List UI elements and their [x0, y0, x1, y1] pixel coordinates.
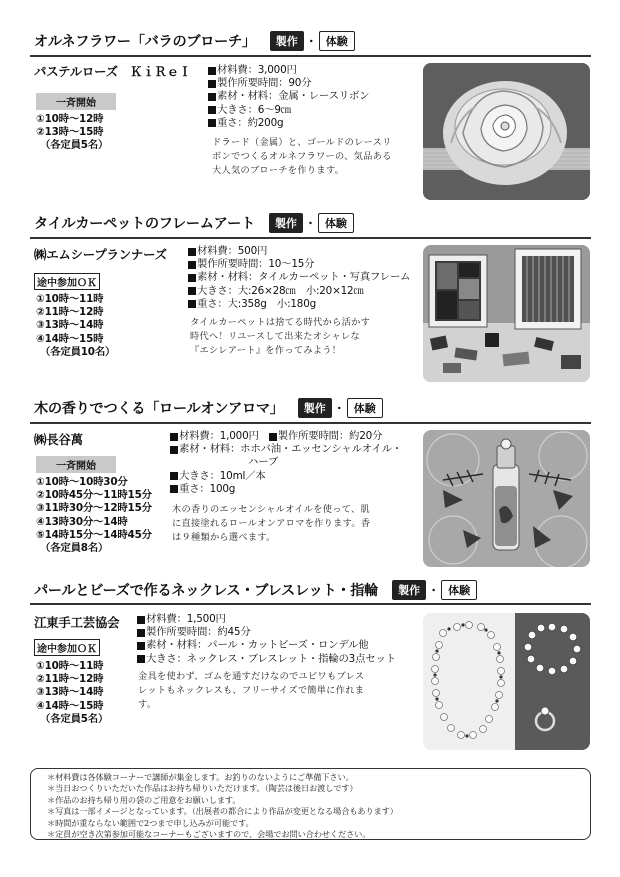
- note-line: ＊定員が空き次第参加可能なコーナーもございますので、会場でお問い合わせください。: [47, 829, 371, 840]
- tag-experience: 体験: [318, 213, 354, 233]
- time-slots: [36, 293, 115, 359]
- organizer-name: ㈱エムシープランナーズ: [34, 247, 167, 262]
- organizer-name: 江東手工芸協会: [34, 615, 120, 630]
- description-line: す。: [138, 699, 157, 710]
- tag-make: 製作: [270, 31, 304, 51]
- detail-item: 材料費：3,000円: [217, 64, 297, 76]
- aroma-photo: [423, 430, 590, 567]
- detail-item: 重さ：大:358g 小:180g: [197, 297, 317, 310]
- join-anytime-badge: 途中参加ＯＫ: [34, 273, 100, 290]
- tag-experience: 体験: [347, 398, 383, 418]
- description: [212, 136, 392, 178]
- section-title: [34, 579, 477, 601]
- organizer-name: パステルローズ ＫｉＲｅＩ: [34, 64, 191, 79]
- time-slot: ②11時～12時: [36, 673, 104, 686]
- time-slots: [36, 476, 152, 555]
- detail-item: 材料費：1,500円: [146, 613, 226, 625]
- bullet-square-icon: [137, 616, 145, 624]
- time-slots: [36, 660, 108, 726]
- time-slot: ④14時～15時: [36, 332, 104, 345]
- bullet-square-icon: [137, 642, 145, 650]
- section-title: [34, 212, 354, 234]
- description: [172, 503, 370, 545]
- section-rule: [30, 422, 591, 424]
- note-line: ＊当日おつくりいただいた作品はお持ち帰りいただけます。（陶芸は後日お渡しです）: [47, 783, 358, 794]
- detail-item: 製作所要時間：10～15分: [197, 258, 315, 271]
- start-badge: 一斉開始: [36, 456, 116, 473]
- detail-item-continued: ハーブ: [248, 456, 279, 469]
- time-slot: ①10時～11時: [36, 293, 104, 305]
- details-list: [170, 430, 402, 496]
- capacity: （各定員10名）: [40, 345, 116, 358]
- time-slot: ②11時～12時: [36, 306, 104, 319]
- detail-item: 重さ：100g: [179, 482, 236, 495]
- bullet-square-icon: [269, 433, 277, 441]
- description-line: 『エシレアート』を作ってみよう！: [190, 345, 342, 356]
- description-line: タイルカーペットは捨てる時代から活かす: [190, 317, 371, 328]
- detail-item: 大きさ：大:26×28㎝ 小:20×12㎝: [197, 284, 364, 297]
- note-line: ＊材料費は各体験コーナーで講師が集金します。お釣りのないようにご準備下さい。: [47, 772, 354, 782]
- details-list: [188, 245, 410, 311]
- time-slots: [36, 113, 108, 153]
- detail-item: 製作所要時間：約45分: [146, 626, 251, 639]
- description-line: ボンでつくるオルネフラワーの、気品ある: [212, 151, 392, 162]
- bullet-square-icon: [208, 93, 216, 101]
- description-line: ドラード（金属）と、ゴールドのレースリ: [212, 137, 392, 148]
- time-slot: ①10時～12時: [36, 113, 104, 125]
- note-line: ＊写真は一部イメージとなっています。（出展者の都合により作品が変更となる場合もあります）: [47, 806, 398, 817]
- tag-make: 製作: [269, 213, 303, 233]
- bullet-square-icon: [170, 485, 178, 493]
- tag-make: 製作: [298, 398, 332, 418]
- section-title: [34, 30, 355, 52]
- detail-item: 素材・材料：パール・カットビーズ・ロンデル他: [146, 639, 369, 652]
- capacity: （各定員5名）: [40, 139, 109, 152]
- bullet-square-icon: [137, 655, 145, 663]
- detail-item: 大きさ：ネックレス・ブレスレット・指輪の3点セット: [146, 652, 396, 665]
- bullet-square-icon: [188, 248, 196, 256]
- tag-separator: ・: [428, 584, 440, 597]
- detail-item: 素材・材料：ホホバ油・エッセンシャルオイル・: [179, 443, 402, 456]
- section-title-text: オルネフラワー「バラのブローチ」: [34, 34, 256, 50]
- section-title: [34, 397, 383, 419]
- time-slot: ③11時30分～12時15分: [36, 502, 152, 515]
- notes-box: [30, 768, 591, 840]
- description-line: は９種類から選べます。: [172, 532, 276, 543]
- note-line: ＊時間が重ならない範囲で2つまで申し込みが可能です。: [47, 817, 254, 828]
- time-slot: ⑤14時15分～14時45分: [36, 528, 152, 541]
- bullet-square-icon: [208, 119, 216, 127]
- tag-separator: ・: [305, 35, 317, 48]
- detail-item: 素材・材料：金属・レースリボン: [217, 90, 370, 103]
- time-slot: ③13時～14時: [36, 319, 104, 332]
- tag-separator: ・: [304, 217, 316, 230]
- description: [138, 670, 364, 712]
- detail-item: 材料費：1,000円: [179, 430, 259, 442]
- capacity: （各定員5名）: [40, 712, 109, 725]
- organizer-name: ㈱長谷萬: [34, 432, 83, 447]
- time-slot: ②13時～15時: [36, 126, 104, 139]
- time-slot: ①10時～11時: [36, 660, 104, 672]
- section-rule: [30, 603, 591, 605]
- start-badge: 一斉開始: [36, 93, 116, 110]
- capacity: （各定員8名）: [40, 542, 109, 555]
- description-line: 時代へ！リユースして出来たオシャレな: [190, 331, 360, 342]
- description-line: レットもネックレスも、フリーサイズで簡単に作れま: [138, 685, 365, 696]
- note-line: ＊作品のお持ち帰り用の袋のご用意をお願いします。: [47, 794, 241, 805]
- description: [190, 316, 370, 358]
- section-rule: [30, 237, 591, 239]
- bullet-square-icon: [188, 261, 196, 269]
- details-list: [137, 613, 396, 666]
- detail-item: 製作所要時間：約20分: [277, 430, 383, 442]
- description-line: 金具を使わず、ゴムを通すだけなのでユビワもブレス: [138, 671, 365, 682]
- time-slot: ②10時45分～11時15分: [36, 489, 152, 502]
- bullet-square-icon: [188, 287, 196, 295]
- time-slot: ①10時～10時30分: [36, 476, 128, 488]
- bullet-square-icon: [170, 472, 178, 480]
- bullet-square-icon: [170, 446, 178, 454]
- time-slot: ④13時30分～14時: [36, 515, 128, 528]
- section-title-text: 木の香りでつくる「ロールオンアロマ」: [34, 401, 284, 417]
- tag-experience: 体験: [441, 580, 477, 600]
- bullet-square-icon: [208, 80, 216, 88]
- bullet-square-icon: [208, 106, 216, 114]
- section-rule: [30, 55, 591, 57]
- tag-separator: ・: [333, 402, 345, 415]
- pearl-jewelry-photo: [423, 613, 590, 750]
- time-slot: ④14時～15時: [36, 699, 104, 712]
- description-line: に直接塗れるロールオンアロマを作ります。香: [172, 518, 371, 529]
- details-list: [208, 64, 369, 130]
- description-line: 大人気のブローチを作ります。: [212, 165, 345, 176]
- bullet-square-icon: [188, 300, 196, 308]
- tile-art-photo: [423, 245, 590, 382]
- detail-item: 重さ：約200g: [217, 116, 284, 129]
- description-line: 木の香りのエッセンシャルオイルを使って、肌: [172, 504, 370, 515]
- bullet-square-icon: [137, 629, 145, 637]
- tag-make: 製作: [392, 580, 426, 600]
- brooch-photo: [423, 63, 590, 200]
- bullet-square-icon: [188, 274, 196, 282]
- section-title-text: タイルカーペットのフレームアート: [34, 216, 255, 232]
- time-slot: ③13時～14時: [36, 686, 104, 699]
- detail-item: 素材・材料：タイルカーペット・写真フレーム: [197, 271, 411, 284]
- section-title-text: パールとビーズで作るネックレス・ブレスレット・指輪: [34, 583, 379, 599]
- tag-experience: 体験: [319, 31, 355, 51]
- bullet-square-icon: [208, 67, 216, 75]
- detail-item: 大きさ：6～9㎝: [217, 103, 291, 116]
- detail-item: 大きさ：10ml／本: [179, 469, 266, 482]
- detail-item: 製作所要時間：90分: [217, 77, 312, 90]
- detail-item: 材料費：500円: [197, 245, 268, 257]
- bullet-square-icon: [170, 433, 178, 441]
- join-anytime-badge: 途中参加ＯＫ: [34, 639, 100, 656]
